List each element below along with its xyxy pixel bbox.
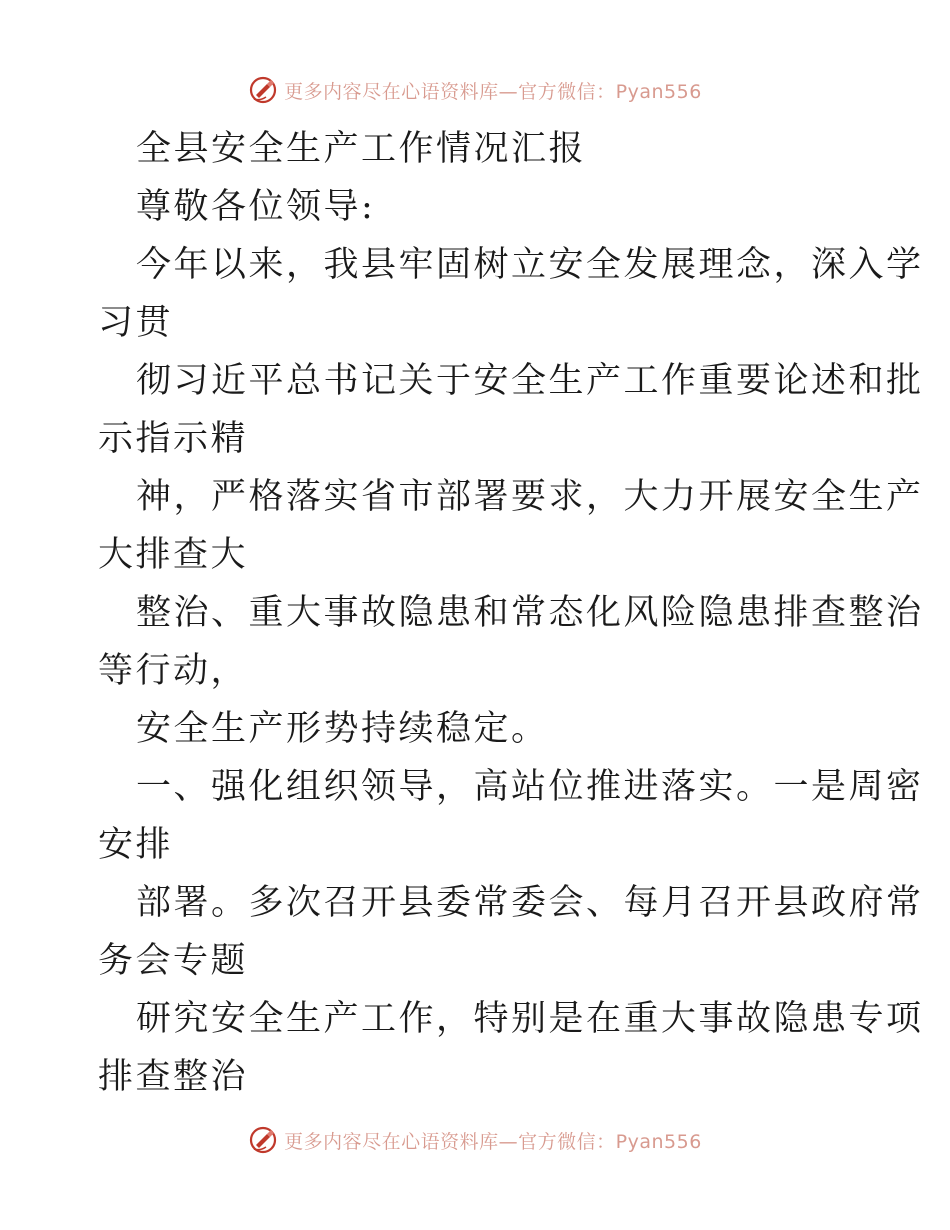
- text-line: 习贯: [98, 303, 174, 343]
- text-line: 安全生产形势持续稳定。: [136, 709, 549, 749]
- text-line: 彻习近平总书记关于安全生产工作重要论述和批: [136, 361, 924, 401]
- header-watermark: [0, 72, 950, 108]
- text-line: 务会专题: [98, 941, 249, 981]
- text-line: 安排: [98, 825, 174, 865]
- text-line: 等行动，: [98, 651, 249, 691]
- text-line: 大排查大: [98, 535, 249, 575]
- text-line: 整治、重大事故隐患和常态化风险隐患排查整治: [136, 593, 924, 633]
- footer-watermark: [0, 1122, 950, 1158]
- pen-logo-icon: [248, 1125, 278, 1155]
- text-line: 部署。多次召开县委常委会、每月召开县政府常: [136, 883, 924, 923]
- watermark-text: 更多内容尽在心语资料库—官方微信：Pyan556: [284, 1130, 702, 1153]
- text-line: 排查整治: [98, 1057, 249, 1097]
- text-line: 示指示精: [98, 419, 249, 459]
- text-line: 尊敬各位领导:: [136, 187, 376, 227]
- pen-logo-icon: [248, 75, 278, 105]
- text-line: 全县安全生产工作情况汇报: [136, 129, 587, 169]
- text-line: 神，严格落实省市部署要求，大力开展安全生产: [136, 477, 924, 517]
- text-line: 一、强化组织领导，高站位推进落实。一是周密: [136, 767, 924, 807]
- watermark-text: 更多内容尽在心语资料库—官方微信：Pyan556: [284, 80, 702, 103]
- document-body: [98, 120, 924, 1106]
- text-line: 今年以来，我县牢固树立安全发展理念，深入学: [136, 245, 924, 285]
- text-line: 研究安全生产工作，特别是在重大事故隐患专项: [136, 999, 924, 1039]
